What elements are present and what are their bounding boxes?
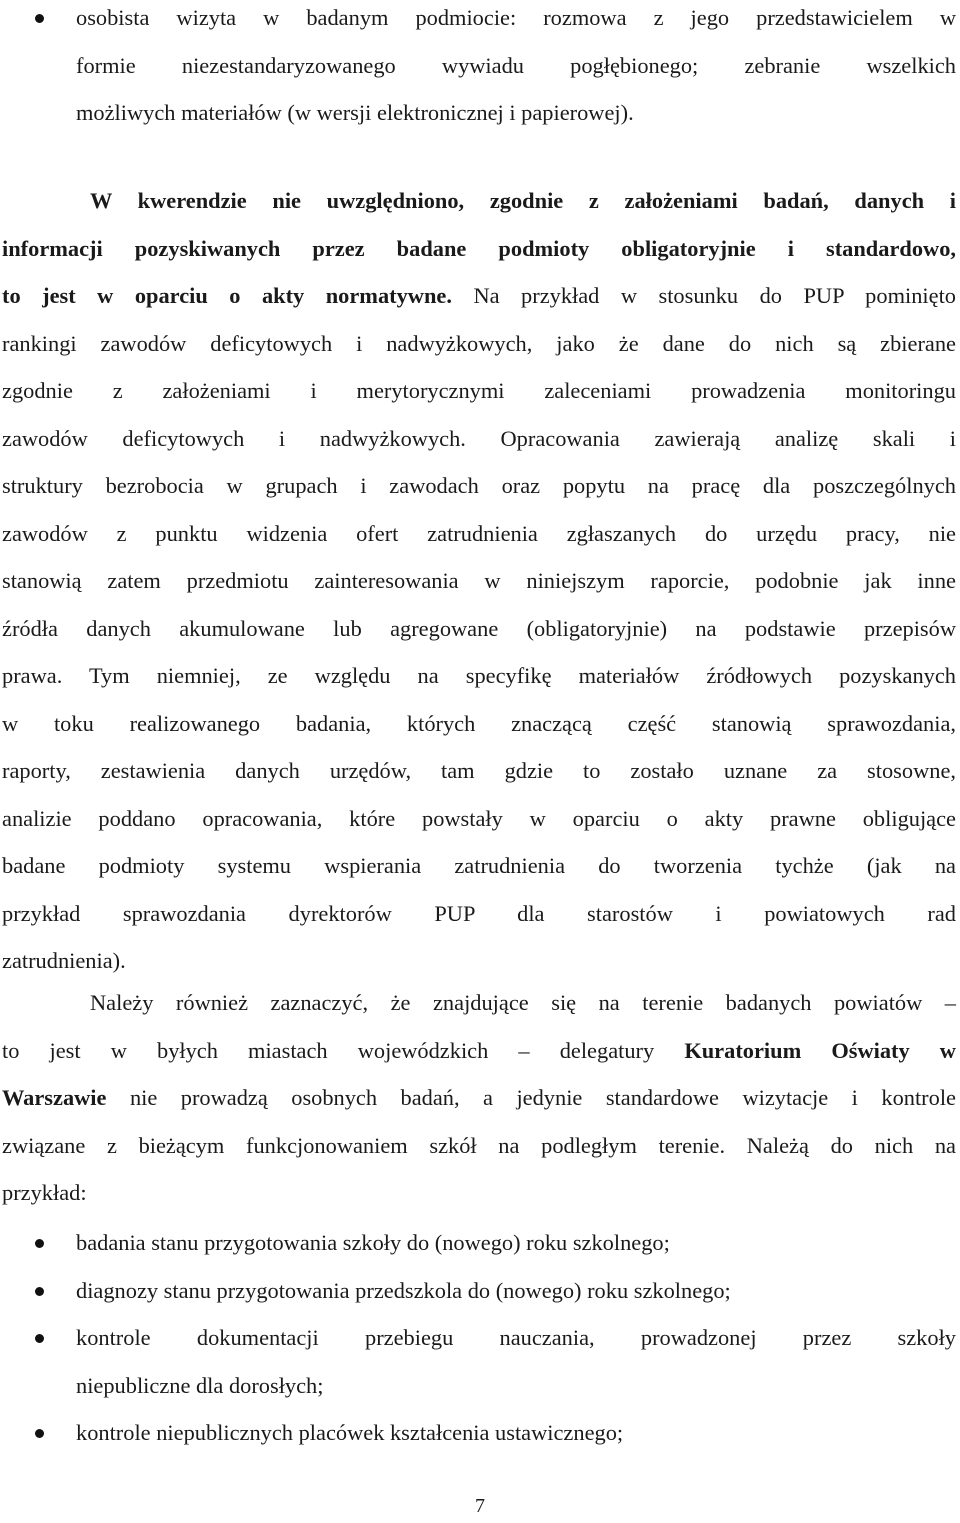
text-span: Na przykład w stosunku do PUP pominięto bbox=[473, 283, 956, 308]
text-line: kontrole niepublicznych placówek kształcenia ustawicznego; bbox=[76, 1420, 624, 1445]
text-line: zatrudnienia). bbox=[2, 948, 126, 973]
text-line: źródła danych akumulowane lub agregowane (obligatoryjnie) na podstawie przepisów bbox=[2, 615, 956, 641]
text-line: badane podmioty systemu wspierania zatrudnienia do tworzenia tychże (jak na bbox=[2, 853, 956, 878]
page-number: 7 bbox=[475, 1495, 485, 1517]
text-line: możliwych materiałów (w wersji elektronicznej i papierowej). bbox=[76, 100, 634, 125]
text-line: prawa. Tym niemniej, ze względu na specyfikę materiałów źródłowych pozyskanych bbox=[2, 663, 956, 688]
text-line: W kwerendzie nie uwzględniono, zgodnie z założeniami badań, danych i bbox=[90, 188, 956, 213]
text-line: struktury bezrobocia w grupach i zawodach oraz popytu na pracę dla poszczególnych bbox=[2, 473, 956, 498]
bold-phrase: to jest w oparciu o akty normatywne. bbox=[2, 283, 452, 308]
text-line: Należy również zaznaczyć, że znajdujące się na terenie badanych powiatów – bbox=[90, 990, 956, 1015]
text-line: stanowią zatem przedmiotu zainteresowania w niniejszym raporcie, podobnie jak inne bbox=[2, 568, 956, 593]
text-span: nie prowadzą osobnych badań, a jedynie standardowe wizytacje i kontrole bbox=[129, 1085, 956, 1110]
text-line: niepubliczne dla dorosłych; bbox=[76, 1372, 324, 1398]
list-item bbox=[0, 1219, 960, 1267]
kontrole-bullet-list bbox=[0, 1219, 960, 1457]
list-item bbox=[0, 0, 960, 137]
bold-phrase: Warszawie bbox=[2, 1085, 107, 1110]
text-line: raporty, zestawienia danych urzędów, tam gdzie to zostało uznane za stosowne, bbox=[2, 758, 956, 783]
bullet-icon bbox=[35, 14, 44, 23]
paragraph-kuratorium bbox=[2, 979, 956, 1217]
paragraph-kwerenda bbox=[2, 177, 956, 985]
text-line: kontrole dokumentacji przebiegu nauczania, prowadzonej przez szkoły bbox=[76, 1325, 956, 1350]
text-line: diagnozy stanu przygotowania przedszkola do (nowego) roku szkolnego; bbox=[76, 1277, 731, 1303]
text-line: zawodów deficytowych i nadwyżkowych. Opracowania zawierają analizę skali i bbox=[2, 425, 956, 451]
bullet-icon bbox=[35, 1239, 44, 1248]
intro-bullet-list bbox=[0, 0, 960, 137]
text-line: zgodnie z założeniami i merytorycznymi zaleceniami prowadzenia monitoringu bbox=[2, 378, 956, 403]
text-line: analizie poddano opracowania, które powstały w oparciu o akty prawne obligujące bbox=[2, 805, 956, 831]
list-item bbox=[0, 1267, 960, 1315]
text-line: formie niezestandaryzowanego wywiadu pogłębionego; zebranie wszelkich bbox=[76, 52, 956, 78]
text-line: związane z bieżącym funkcjonowaniem szkół na podległym terenie. Należą do nich na bbox=[2, 1132, 956, 1158]
text-line: osobista wizyta w badanym podmiocie: rozmowa z jego przedstawicielem w bbox=[76, 5, 956, 30]
bullet-icon bbox=[35, 1334, 44, 1343]
text-line: badania stanu przygotowania szkoły do (nowego) roku szkolnego; bbox=[76, 1230, 670, 1255]
text-span: to jest w byłych miastach wojewódzkich – delegatury bbox=[2, 1037, 655, 1063]
bullet-icon bbox=[35, 1429, 44, 1438]
text-line: przykład: bbox=[2, 1180, 87, 1205]
text-line: zawodów z punktu widzenia ofert zatrudnienia zgłaszanych do urzędu pracy, nie bbox=[2, 520, 956, 546]
list-item bbox=[0, 1314, 960, 1409]
text-line: przykład sprawozdania dyrektorów PUP dla starostów i powiatowych rad bbox=[2, 900, 956, 926]
text-line bbox=[2, 1074, 956, 1122]
bold-phrase: Kuratorium Oświaty w bbox=[684, 1037, 956, 1063]
text-line: informacji pozyskiwanych przez badane podmioty obligatoryjnie i standardowo, bbox=[2, 235, 956, 261]
text-line: rankingi zawodów deficytowych i nadwyżkowych, jako że dane do nich są zbierane bbox=[2, 330, 956, 356]
list-item bbox=[0, 1409, 960, 1457]
text-line: w toku realizowanego badania, których znaczącą część stanowią sprawozdania, bbox=[2, 710, 956, 736]
bullet-icon bbox=[35, 1287, 44, 1296]
text-line bbox=[2, 1027, 956, 1075]
text-line bbox=[2, 272, 956, 320]
